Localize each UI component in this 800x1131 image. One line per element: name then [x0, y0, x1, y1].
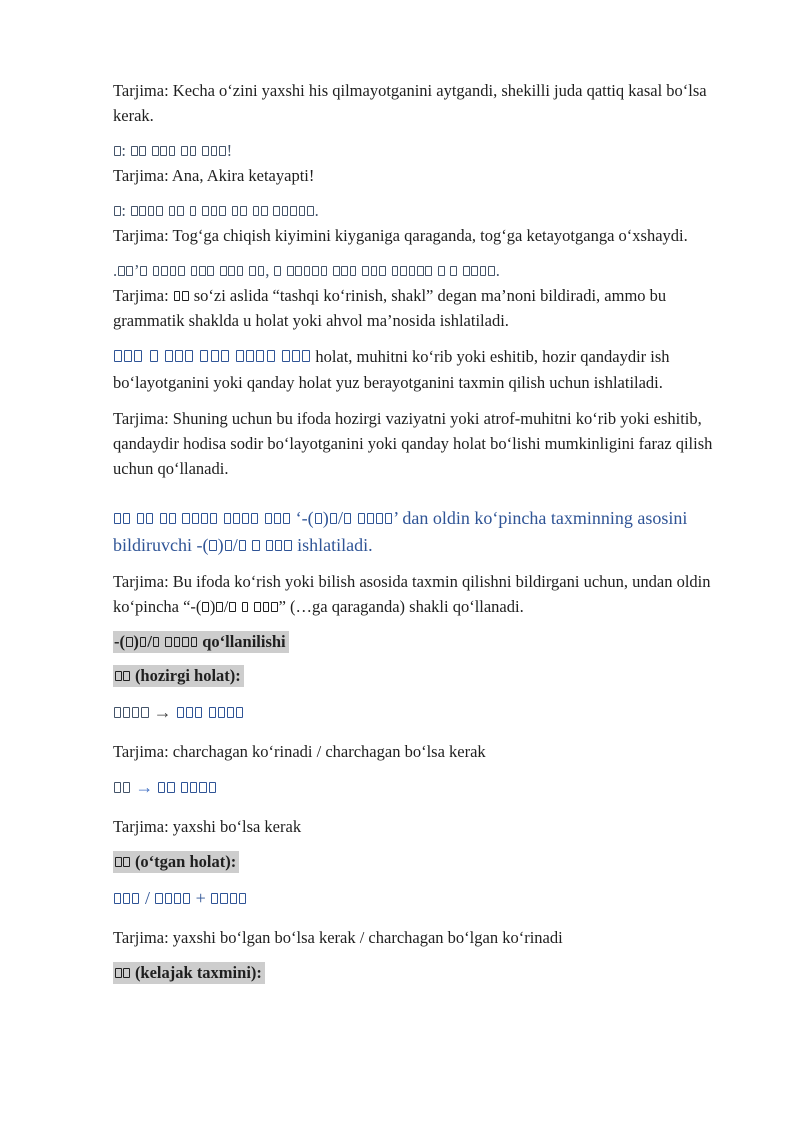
missing-glyph-box	[240, 206, 247, 217]
missing-glyph-box	[177, 707, 184, 719]
missing-glyph-box	[242, 513, 249, 525]
missing-glyph-box	[258, 266, 265, 277]
missing-glyph-box	[150, 350, 158, 363]
missing-glyph-box	[253, 206, 260, 217]
section-heading-past	[113, 849, 740, 875]
missing-glyph-box	[417, 266, 424, 277]
missing-glyph-box	[165, 350, 173, 363]
example-1-source	[113, 702, 150, 722]
missing-glyph-box	[350, 266, 357, 277]
missing-glyph-box	[158, 782, 165, 794]
missing-glyph-box	[115, 968, 122, 979]
missing-glyph-box	[237, 266, 244, 277]
missing-glyph-box	[379, 266, 386, 277]
missing-glyph-box	[185, 350, 193, 363]
missing-glyph-box	[126, 266, 133, 277]
missing-glyph-box	[267, 350, 275, 363]
missing-glyph-box	[181, 782, 188, 794]
translation-paragraph-basis: Tarjima: Bu ifoda ko‘rish yoki bilish asosida taxmin qilishni bildirgani uchun, undan oldin ko‘pincha “-( ) / ” (…ga qaraganda) shakli qo‘llanadi.	[113, 572, 711, 616]
usage-heading-paragraph	[113, 343, 740, 396]
korean-dialog-line-a: : !	[113, 138, 740, 163]
missing-glyph-box	[169, 206, 176, 217]
missing-glyph-box	[287, 266, 294, 277]
translation-paragraph-akira: Tarjima: Ana, Akira ketayapti!	[113, 166, 315, 185]
missing-glyph-box	[263, 602, 270, 613]
missing-glyph-box	[315, 513, 322, 525]
document-content	[113, 78, 740, 986]
missing-glyph-box	[202, 146, 209, 157]
missing-glyph-box	[227, 707, 234, 719]
missing-glyph-box	[376, 513, 383, 525]
section-heading-present-text: (hozirgi holat):	[113, 665, 244, 687]
missing-glyph-box	[200, 350, 208, 363]
missing-glyph-box	[114, 782, 121, 794]
missing-glyph-box	[153, 637, 160, 648]
missing-glyph-box	[218, 707, 225, 719]
missing-glyph-box	[425, 266, 432, 277]
missing-glyph-box	[283, 513, 290, 525]
missing-glyph-box	[191, 637, 198, 648]
missing-glyph-box	[139, 206, 146, 217]
missing-glyph-box	[228, 266, 235, 277]
translation-paragraph-tired: Tarjima: charchagan ko‘rinadi / charchagan bo‘lsa kerak	[113, 742, 486, 761]
missing-glyph-box	[139, 146, 146, 157]
translation-paragraph-hiking: Tarjima: Tog‘ga chiqish kiyimini kiyganiga qaraganda, tog‘ga ketayotganga o‘xshaydi.	[113, 226, 688, 245]
arrow-right-icon: →	[135, 777, 154, 797]
missing-glyph-box	[201, 513, 208, 525]
missing-glyph-box	[292, 350, 300, 363]
missing-glyph-box	[242, 602, 249, 613]
missing-glyph-box	[152, 146, 159, 157]
missing-glyph-box	[362, 266, 369, 277]
missing-glyph-box	[392, 266, 399, 277]
example-2-source	[113, 777, 131, 797]
missing-glyph-box	[114, 146, 121, 157]
missing-glyph-box	[274, 513, 281, 525]
missing-glyph-box	[211, 350, 219, 363]
missing-glyph-box	[261, 206, 268, 217]
missing-glyph-box	[216, 602, 223, 613]
missing-glyph-box	[190, 206, 197, 217]
missing-glyph-box	[229, 602, 236, 613]
missing-glyph-box	[371, 266, 378, 277]
missing-glyph-box	[156, 206, 163, 217]
missing-glyph-box	[155, 893, 162, 905]
missing-glyph-box	[148, 206, 155, 217]
missing-glyph-box	[232, 206, 239, 217]
example-line-3	[113, 885, 740, 912]
translation-paragraph-meaning: Tarjima: so‘zi aslida “tashqi ko‘rinish, shakl” degan ma’noni bildiradi, ammo bu grammatik shaklda u holat yoki ahvol ma’nosida ishlatiladi.	[113, 286, 667, 330]
example-1-result	[176, 702, 245, 722]
missing-glyph-box	[256, 350, 264, 363]
missing-glyph-box	[299, 206, 306, 217]
missing-glyph-box	[304, 266, 311, 277]
missing-glyph-box	[181, 146, 188, 157]
missing-glyph-box	[165, 893, 172, 905]
missing-glyph-box	[174, 893, 181, 905]
missing-glyph-box	[225, 540, 232, 552]
missing-glyph-box	[209, 540, 216, 552]
missing-glyph-box	[333, 266, 340, 277]
missing-glyph-box	[207, 266, 214, 277]
missing-glyph-box	[252, 540, 259, 552]
translation-paragraph-usage: Tarjima: Shuning uchun bu ifoda hozirgi vaziyatni yoki atrof-muhitni ko‘rib yoki eshitib, qandaydir hodisa sodir bo‘layotganini yoki qanday holat bo‘lishi mumkinligini faraz qilish uchun qo‘llanadi.	[113, 409, 713, 478]
missing-glyph-box	[282, 350, 290, 363]
section-heading-past-text: (o‘tgan holat):	[113, 851, 239, 873]
missing-glyph-box	[191, 266, 198, 277]
missing-glyph-box	[273, 206, 280, 217]
missing-glyph-box	[266, 540, 273, 552]
missing-glyph-box	[211, 146, 218, 157]
missing-glyph-box	[182, 637, 189, 648]
missing-glyph-box	[160, 513, 167, 525]
missing-glyph-box	[141, 707, 148, 719]
missing-glyph-box	[358, 513, 365, 525]
missing-glyph-box	[344, 513, 351, 525]
missing-glyph-box	[221, 350, 229, 363]
missing-glyph-box	[438, 266, 445, 277]
example-line-1	[113, 699, 740, 726]
missing-glyph-box	[219, 146, 226, 157]
missing-glyph-box	[367, 513, 374, 525]
missing-glyph-box	[124, 350, 132, 363]
missing-glyph-box	[123, 513, 130, 525]
missing-glyph-box	[140, 266, 147, 277]
missing-glyph-box	[192, 513, 199, 525]
korean-note-line: . ’ , .	[113, 261, 500, 280]
missing-glyph-box	[190, 146, 197, 157]
arrow-right-icon: →	[153, 702, 172, 722]
missing-glyph-box	[134, 350, 142, 363]
missing-glyph-box	[290, 206, 297, 217]
missing-glyph-box	[463, 266, 470, 277]
missing-glyph-box	[114, 206, 121, 217]
missing-glyph-box	[178, 266, 185, 277]
missing-glyph-box	[190, 782, 197, 794]
missing-glyph-box	[409, 266, 416, 277]
missing-glyph-box	[123, 707, 130, 719]
missing-glyph-box	[131, 206, 138, 217]
missing-glyph-box	[450, 266, 457, 277]
missing-glyph-box	[123, 857, 130, 868]
missing-glyph-box	[274, 266, 281, 277]
missing-glyph-box	[118, 266, 125, 277]
missing-glyph-box	[385, 513, 392, 525]
missing-glyph-box	[295, 266, 302, 277]
section-heading-usage	[113, 629, 740, 655]
missing-glyph-box	[321, 266, 328, 277]
missing-glyph-box	[169, 146, 176, 157]
section-heading-present	[113, 663, 740, 689]
missing-glyph-box	[480, 266, 487, 277]
section-heading-future-text: (kelajak taxmini):	[113, 962, 265, 984]
missing-glyph-box	[254, 602, 261, 613]
missing-glyph-box	[114, 707, 121, 719]
missing-glyph-box	[123, 893, 130, 905]
missing-glyph-box	[219, 206, 226, 217]
missing-glyph-box	[202, 602, 209, 613]
missing-glyph-box	[239, 893, 246, 905]
missing-glyph-box	[146, 513, 153, 525]
missing-glyph-box	[182, 291, 189, 302]
missing-glyph-box	[175, 350, 183, 363]
missing-glyph-box	[132, 707, 139, 719]
missing-glyph-box	[233, 513, 240, 525]
missing-glyph-box	[123, 968, 130, 979]
example-3-forms: / +	[113, 888, 247, 908]
missing-glyph-box	[123, 671, 130, 682]
usage-heading-korean-run	[113, 345, 311, 367]
missing-glyph-box	[224, 513, 231, 525]
missing-glyph-box	[115, 671, 122, 682]
missing-glyph-box	[174, 291, 181, 302]
missing-glyph-box	[488, 266, 495, 277]
missing-glyph-box	[167, 782, 174, 794]
missing-glyph-box	[153, 266, 160, 277]
missing-glyph-box	[202, 206, 209, 217]
missing-glyph-box	[114, 513, 121, 525]
missing-glyph-box	[182, 513, 189, 525]
missing-glyph-box	[249, 266, 256, 277]
missing-glyph-box	[174, 637, 181, 648]
missing-glyph-box	[199, 266, 206, 277]
missing-glyph-box	[236, 350, 244, 363]
missing-glyph-box	[131, 146, 138, 157]
missing-glyph-box	[284, 540, 291, 552]
missing-glyph-box	[186, 707, 193, 719]
missing-glyph-box	[271, 602, 278, 613]
missing-glyph-box	[239, 540, 246, 552]
missing-glyph-box	[251, 513, 258, 525]
missing-glyph-box	[400, 266, 407, 277]
missing-glyph-box	[115, 857, 122, 868]
missing-glyph-box	[140, 637, 147, 648]
missing-glyph-box	[302, 350, 310, 363]
korean-dialog-line-b: : .	[113, 198, 740, 223]
missing-glyph-box	[307, 206, 314, 217]
missing-glyph-box	[211, 206, 218, 217]
missing-glyph-box	[183, 893, 190, 905]
missing-glyph-box	[114, 350, 122, 363]
missing-glyph-box	[209, 782, 216, 794]
missing-glyph-box	[220, 266, 227, 277]
translation-paragraph-sick: Tarjima: Kecha o‘zini yaxshi his qilmayotganini aytgandi, shekilli juda qattiq kasal bo‘lsa kerak.	[113, 81, 707, 125]
missing-glyph-box	[265, 513, 272, 525]
missing-glyph-box	[137, 513, 144, 525]
missing-glyph-box	[471, 266, 478, 277]
missing-glyph-box	[210, 513, 217, 525]
section-heading-future	[113, 960, 740, 986]
missing-glyph-box	[330, 513, 337, 525]
missing-glyph-box	[161, 266, 168, 277]
translation-paragraph-past: Tarjima: yaxshi bo‘lgan bo‘lsa kerak / charchagan bo‘lgan ko‘rinadi	[113, 928, 563, 947]
missing-glyph-box	[199, 782, 206, 794]
missing-glyph-box	[220, 893, 227, 905]
missing-glyph-box	[177, 206, 184, 217]
section-heading-usage-text: -( ) / qo‘llanilishi	[113, 631, 289, 653]
missing-glyph-box	[246, 350, 254, 363]
missing-glyph-box	[312, 266, 319, 277]
missing-glyph-box	[160, 146, 167, 157]
missing-glyph-box	[126, 637, 133, 648]
example-line-2	[113, 774, 740, 801]
missing-glyph-box	[195, 707, 202, 719]
missing-glyph-box	[132, 893, 139, 905]
translation-paragraph-good: Tarjima: yaxshi bo‘lsa kerak	[113, 817, 302, 836]
missing-glyph-box	[236, 707, 243, 719]
missing-glyph-box	[165, 637, 172, 648]
missing-glyph-box	[341, 266, 348, 277]
missing-glyph-box	[282, 206, 289, 217]
missing-glyph-box	[230, 893, 237, 905]
example-2-result	[157, 777, 216, 797]
grammar-rule-blue-paragraph: ‘-( ) / ’ dan oldin ko‘pincha taxminning asosini bildiruvchi -( ) / ishlatiladi.	[113, 508, 688, 555]
usage-heading-latin-run: holat, muhitni ko‘rib yoki eshitib, hozir qandaydir ish bo‘layotganini yoki qanday holat yuz berayotganini taxmin qilish uchun ishlatiladi.	[113, 347, 670, 392]
missing-glyph-box	[275, 540, 282, 552]
missing-glyph-box	[123, 782, 130, 794]
missing-glyph-box	[114, 893, 121, 905]
missing-glyph-box	[169, 513, 176, 525]
missing-glyph-box	[211, 893, 218, 905]
missing-glyph-box	[170, 266, 177, 277]
missing-glyph-box	[209, 707, 216, 719]
